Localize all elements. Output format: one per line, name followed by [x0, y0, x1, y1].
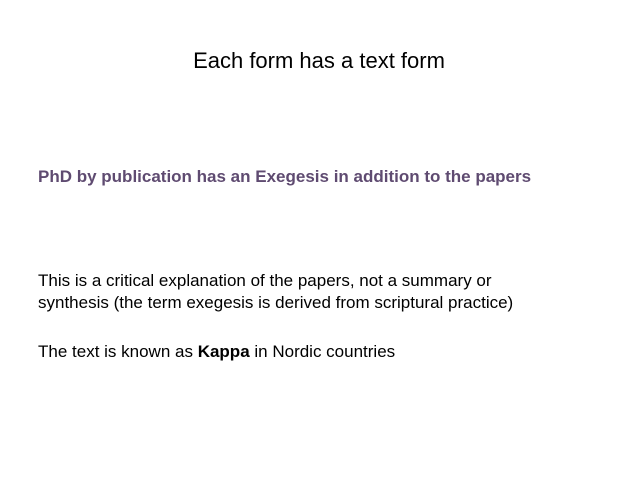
paragraph-kappa: [38, 341, 618, 363]
paragraph-exegesis-explanation: [38, 270, 618, 314]
slide-subheading: PhD by publication has an Exegesis in addition to the papers: [38, 167, 532, 186]
paragraph-line-2: synthesis (the term exegesis is derived from scriptural practice): [38, 293, 514, 312]
paragraph-kappa-after: in Nordic countries: [249, 342, 396, 361]
kappa-term: Kappa: [197, 342, 250, 361]
paragraph-line-1: This is a critical explanation of the papers, not a summary or: [38, 271, 492, 290]
paragraph-kappa-before: The text is known as: [38, 342, 198, 361]
slide-title: Each form has a text form: [193, 48, 445, 73]
